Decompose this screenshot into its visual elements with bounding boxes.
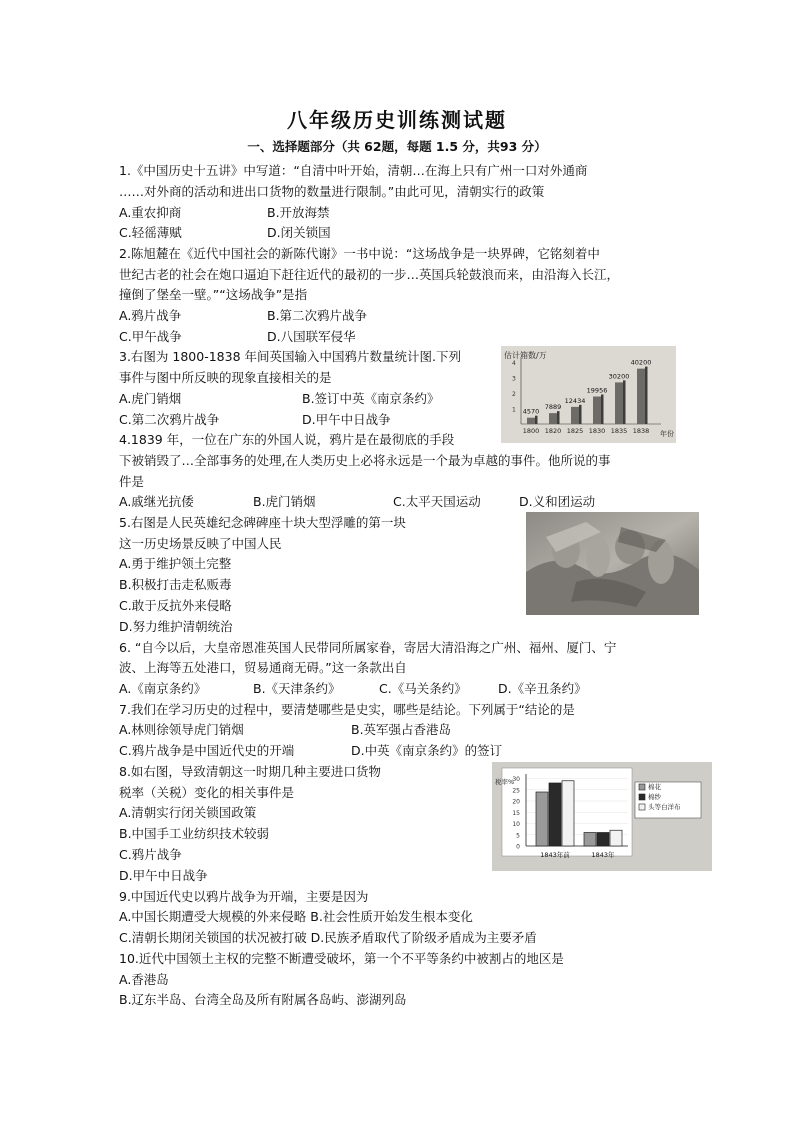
chart2-ytick: 10: [512, 821, 520, 828]
chart2-category-label: 1843年前: [540, 851, 570, 859]
chart1-ytick: 2: [512, 391, 516, 398]
q6-option-b: B.《天津条约》: [253, 681, 341, 696]
q3-line-1: 3.右图为 1800-1838 年间英国输入中国鸦片数量统计图.下列: [119, 349, 461, 364]
chart1-bar: [527, 418, 535, 424]
chart2-ytick: 15: [512, 809, 520, 817]
q7-option-a: A.林则徐领导虎门销烟: [119, 722, 244, 737]
q5-line-2: 这一历史场景反映了中国人民: [119, 536, 282, 551]
q8-option-a: A.清朝实行闭关锁国政策: [119, 805, 257, 820]
chart1-bar-side: [645, 367, 648, 424]
q2-line-1: 2.陈旭麓在《近代中国社会的新陈代谢》一书中说：“这场战争是一块界碑，它铭刻着中: [119, 246, 600, 261]
q6-option-c: C.《马关条约》: [379, 681, 467, 696]
q9-options-cd: C.清朝长期闭关锁国的状况被打破 D.民族矛盾取代了阶级矛盾成为主要矛盾: [119, 930, 537, 945]
q7-option-c: C.鸦片战争是中国近代史的开端: [119, 743, 295, 758]
q8-option-c: C.鸦片战争: [119, 847, 182, 862]
q7-line-1: 7.我们在学习历史的过程中，要清楚哪些是史实，哪些是结论。下列属于“结论的是: [119, 702, 575, 717]
q2-option-c: C.甲午战争: [119, 329, 182, 344]
chart2-bar: [536, 792, 548, 846]
chart1-data-label: 19956: [586, 386, 608, 395]
chart2-ylabel: 税率%: [495, 778, 515, 786]
chart1-bar-side: [579, 405, 582, 424]
q5-option-a: A.勇于维护领土完整: [119, 556, 232, 571]
q8-line-1: 8.如右图，导致清朝这一时期几种主要进口货物: [119, 764, 381, 779]
chart1-data-label: 4570: [522, 407, 540, 416]
chart2-ytick: 30: [512, 776, 520, 783]
q5-line-1: 5.右图是人民英雄纪念碑碑座十块大型浮雕的第一块: [119, 515, 406, 530]
chart2-ytick: 0: [516, 843, 520, 851]
chart2-bar: [584, 833, 596, 847]
chart1-ytick: 1: [512, 406, 516, 414]
q6-option-a: A.《南京条约》: [119, 681, 207, 696]
q10-line-1: 10.近代中国领土主权的完整不断遭受破坏，第一个不平等条约中被割占的地区是: [119, 951, 564, 966]
chart2-legend-label: 棉纱: [648, 793, 661, 801]
q5-option-d: D.努力维护清朝统治: [119, 619, 233, 634]
chart2-legend-swatch: [639, 784, 645, 790]
chart1-category-label: 1820: [544, 427, 562, 435]
q7-option-d: D.中英《南京条约》的签订: [351, 743, 503, 758]
q3-line-2: 事件与图中所反映的现象直接相关的是: [119, 370, 332, 385]
relief-sculpture-photo: [526, 512, 699, 615]
chart1-bar-side: [557, 411, 560, 424]
page-title: 八年级历史训练测试题: [287, 108, 507, 132]
section-heading: 一、选择题部分（共 62题，每题 1.5 分，共93 分）: [247, 139, 547, 154]
q2-option-d: D.八国联军侵华: [267, 329, 356, 344]
chart1-bar: [549, 413, 557, 424]
chart1-bar: [615, 382, 623, 424]
tariff-rate-chart: [492, 762, 712, 871]
q2-line-3: 撞倒了堡垒一壁。”“这场战争”是指: [119, 287, 308, 302]
q10-option-a: A.香港岛: [119, 972, 169, 987]
opium-import-chart-svg: [501, 346, 676, 443]
chart1-bar: [593, 397, 601, 424]
chart1-bar-side: [623, 380, 626, 424]
q3-option-b: B.签订中英《南京条约》: [302, 391, 440, 406]
q4-line-3: 件是: [119, 474, 145, 489]
q6-line-1: 6. “自今以后，大皇帝恩准英国人民带同所属家眷，寄居大清沿海之广州、福州、厦门、宁: [119, 640, 617, 655]
q4-option-a: A.戚继光抗倭: [119, 494, 194, 509]
q4-option-d: D.义和团运动: [519, 494, 596, 509]
chart1-category-label: 1835: [610, 427, 628, 435]
q1-option-c: C.轻徭薄赋: [119, 225, 182, 240]
q3-option-d: D.甲午中日战争: [302, 412, 391, 427]
q3-option-c: C.第二次鸦片战争: [119, 412, 220, 427]
chart1-data-label: 40200: [630, 358, 652, 367]
chart1-ytick: 4: [512, 360, 516, 367]
q4-line-1: 4.1839 年，一位在广东的外国人说，鸦片是在最彻底的手段: [119, 432, 455, 447]
q1-line-2: ……对外商的活动和进出口货物的数量进行限制。”由此可见，清朝实行的政策: [119, 184, 545, 199]
q1-option-a: A.重农抑商: [119, 205, 182, 220]
chart2-category-label: 1843年: [591, 851, 615, 859]
q6-line-2: 波、上海等五处港口，贸易通商无碍。”这一条款出自: [119, 660, 407, 675]
chart1-category-label: 1830: [588, 427, 606, 435]
chart2-bar: [610, 830, 622, 846]
chart2-legend-swatch: [639, 804, 645, 810]
q6-option-d: D.《辛丑条约》: [498, 681, 587, 696]
chart1-data-label: 12434: [564, 396, 586, 405]
q10-option-b: B.辽东半岛、台湾全岛及所有附属各岛屿、澎湖列岛: [119, 992, 407, 1007]
chart1-ytick: 3: [512, 375, 516, 383]
chart2-legend-label: 棉花: [648, 783, 661, 791]
chart1-ylabel: 估计箱数/万: [504, 351, 547, 360]
q5-option-b: B.积极打击走私贩毒: [119, 577, 232, 592]
chart1-bar: [637, 369, 645, 424]
chart2-ytick: 5: [516, 832, 520, 840]
chart1-data-label: 7889: [544, 403, 562, 412]
chart2-ytick: 25: [512, 787, 520, 795]
q1-option-d: D.闭关锁国: [267, 225, 331, 240]
chart2-bar: [549, 783, 561, 846]
q8-option-b: B.中国手工业纺织技术较弱: [119, 826, 270, 841]
q4-line-2: 下被销毁了…全部事务的处理,在人类历史上必将永远是一个最为卓越的事件。他所说的事: [119, 453, 611, 468]
tariff-rate-chart-svg: [492, 762, 712, 871]
opium-import-chart: [501, 346, 676, 443]
chart2-bar: [562, 781, 574, 846]
q4-option-c: C.太平天国运动: [393, 494, 481, 509]
q2-option-a: A.鸦片战争: [119, 308, 182, 323]
q1-option-b: B.开放海禁: [267, 205, 330, 220]
chart1-data-label: 30200: [608, 372, 630, 381]
chart2-legend-swatch: [639, 794, 645, 800]
chart1-bar: [571, 407, 579, 424]
q2-option-b: B.第二次鸦片战争: [267, 308, 368, 323]
q2-line-2: 世纪古老的社会在炮口逼迫下赶往近代的最初的一步…英国兵轮鼓浪而来，由沿海入长江，: [119, 267, 620, 282]
chart1-bar-side: [601, 395, 604, 424]
q9-line-1: 9.中国近代史以鸦片战争为开端，主要是因为: [119, 889, 369, 904]
chart1-xunit: 年份: [660, 430, 674, 438]
q5-option-c: C.敢于反抗外来侵略: [119, 598, 232, 613]
q1-line-1: 1.《中国历史十五讲》中写道：“自清中叶开始，清朝…在海上只有广州一口对外通商: [119, 163, 588, 178]
chart2-legend-label: 头等白洋布: [648, 803, 681, 811]
q9-options-ab: A.中国长期遭受大规模的外来侵略 B.社会性质开始发生根本变化: [119, 909, 473, 924]
chart2-bar: [597, 833, 609, 847]
q7-option-b: B.英军强占香港岛: [351, 722, 452, 737]
q8-option-d: D.甲午中日战争: [119, 868, 208, 883]
chart1-category-label: 1825: [566, 427, 584, 435]
chart1-bar-side: [535, 416, 538, 424]
q4-option-b: B.虎门销烟: [253, 494, 316, 509]
q3-option-a: A.虎门销烟: [119, 391, 182, 406]
chart2-ytick: 20: [512, 798, 520, 806]
q8-line-2: 税率（关税）变化的相关事件是: [119, 785, 295, 800]
chart1-category-label: 1838: [632, 427, 650, 435]
chart1-category-label: 1800: [522, 427, 540, 435]
